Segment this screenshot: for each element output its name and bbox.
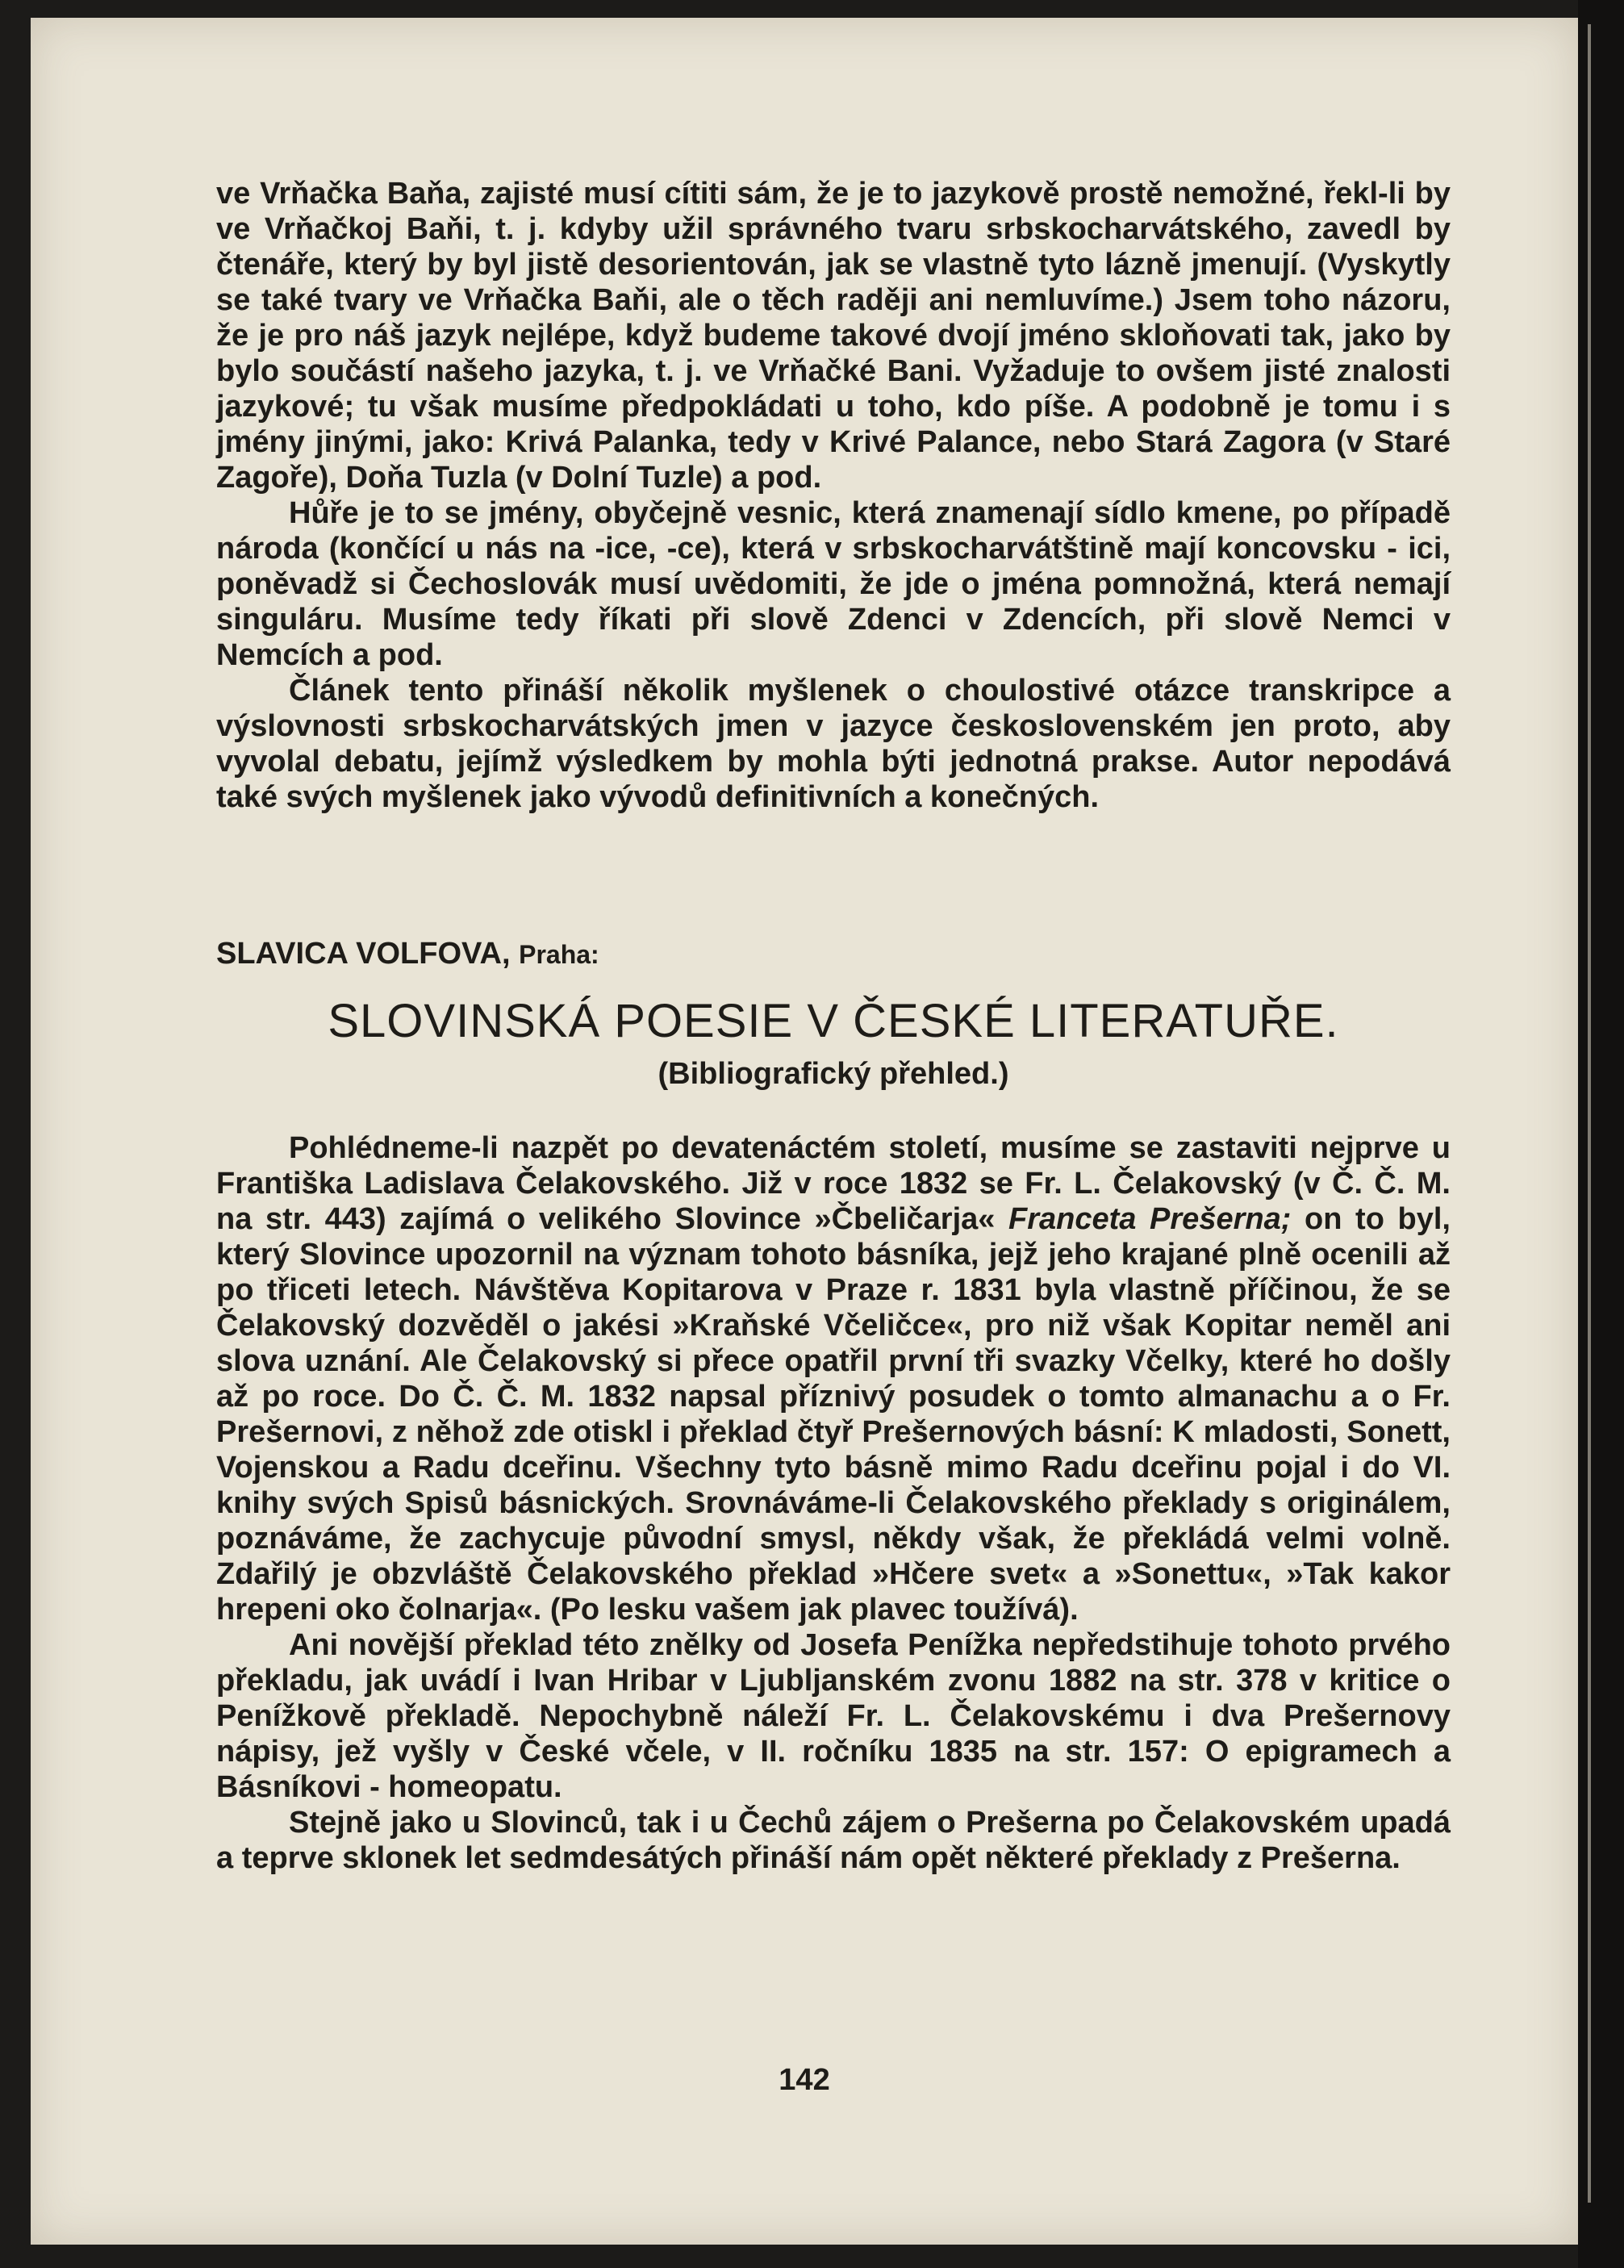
article-author: SLAVICA VOLFOVA, [216,937,511,971]
article-paragraph-3: Stejně jako u Slovinců, tak i u Čechů zájem o Prešerna po Čelakovském upadá a teprve sklonek let sedmdesátých přináší nám opět některé překlady z Prešerna. [216,1806,1451,1875]
article-paragraph-2: Ani novější překlad této znělky od Josefa Penížka nepředstihuje tohoto prvého překladu, jak uvádí i Ivan Hribar v Ljubljanském zvonu 1882 na str. 378 v kritice o Penížkově překladě. Nepochybně náleží Fr. L. Čelakovskému i dva Prešernovy nápisy, jež vyšly v České včele, v II. ročníku 1835 na str. 157: O epigramech a Básníkovi - homeopatu. [216,1628,1451,1804]
article-paragraph-1-italic: Franceta Prešerna; [1008,1202,1292,1236]
continuation-paragraph-2: Hůře je to se jmény, obyčejně vesnic, která znamenají sídlo kmene, po případě národa (končící u nás na -ice, -ce), která v srbskocharvátštině mají koncovsku - ici, poněvadž si Čechoslovák musí uvědomiti, že jde o jména pomnožná, která nemají singuláru. Musíme tedy říkati při slově Zdenci v Zdencích, při slově Nemci v Nemcích a pod. [216,496,1451,672]
article-title: SLOVINSKÁ POESIE V ČESKÉ LITERATUŘE. [328,995,1339,1047]
section-gap [216,815,1451,936]
article-paragraph-1-part-b: on to byl, který Slovince upozornil na význam tohoto básníka, jejž jeho krajané plně ocenili až po třiceti letech. Návštěva Kopitarova v Praze r. 1831 byla vlastně příčinou, že se Čelakovský dozvěděl o jakési »Kraňské Včeličce«, pro niž však Kopitar neměl ani slova uznání. Ale Čelakovský si přece opatřil první tři svazky Včelky, které ho došly až po roce. Do Č. Č. M. 1832 napsal příznivý posudek o tomto almanachu a o Fr. Prešernovi, z něhož zde otiskl i překlad čtyř Prešernových básní: K mladosti, Sonett, Vojenskou a Radu dceřinu. Všechny tyto básně mimo Radu dceřinu pojal i do VI. knihy svých Spisů básnických. Srovnáváme-li Čelakovského překlady s originálem, poznáváme, že zachycuje původní smysl, někdy však, že překládá velmi volně. Zdařilý je obzvláště Čelakovského překlad »Hčere svet« a »Sonettu«, »Tak kakor hrepeni oko čolnarja«. (Po lesku vašem jak plavec toužívá). [216,1202,1451,1627]
article-paragraph-1-part-a: Pohlédneme-li nazpět po devatenáctém století, musíme se zastaviti nejprve u Františka Ladislava Čelakovského. Již v roce 1832 se Fr. L. Čelakovský (v Č. Č. M. na str. 443) zajímá o velikého Slovince »Čbeličarja« [216,1131,1451,1236]
page-number: 142 [779,2063,830,2097]
spine-edge [1588,24,1591,2203]
article-city: Praha: [519,940,599,969]
page-content [216,176,1451,1876]
continuation-paragraph-1: ve Vrňačka Baňa, zajisté musí cítiti sám, že je to jazykově prostě nemožné, řekl-li by ve Vrňačkoj Baňi, t. j. kdyby užil správného tvaru srbskocharvátského, zavedl by čtenáře, který by byl jistě desorientován, jak se vlastně tyto lázně jmenují. (Vyskytly se také tvary ve Vrňačka Baňi, ale o těch raději ani nemluvíme.) Jsem toho názoru, že je pro náš jazyk nejlépe, když budeme takové dvojí jméno skloňovati tak, jako by bylo součástí našeho jazyka, t. j. ve Vrňačké Bani. Vyžaduje to ovšem jisté znalosti jazykové; tu však musíme předpokládati u toho, kdo píše. A podobně je tomu i s jmény jinými, jako: Krivá Palanka, tedy v Krivé Palance, nebo Stará Zagora (v Staré Zagoře), Doňa Tuzla (v Dolní Tuzle) a pod. [216,177,1451,495]
article-byline [216,936,1451,972]
book-spine [1578,0,1624,2268]
article-paragraph-1 [216,1130,1451,1627]
book-page [31,18,1578,2245]
continuation-paragraph-3: Článek tento přináší několik myšlenek o choulostivé otázce transkripce a výslovnosti srbskocharvátských jmen v jazyce československém jen proto, aby vyvolal debatu, jejímž výsledkem by mohla býti jednotná prakse. Autor nepodává také svých myšlenek jako vývodů definitivních a konečných. [216,674,1451,814]
article-subtitle: (Bibliografický přehled.) [658,1057,1009,1091]
